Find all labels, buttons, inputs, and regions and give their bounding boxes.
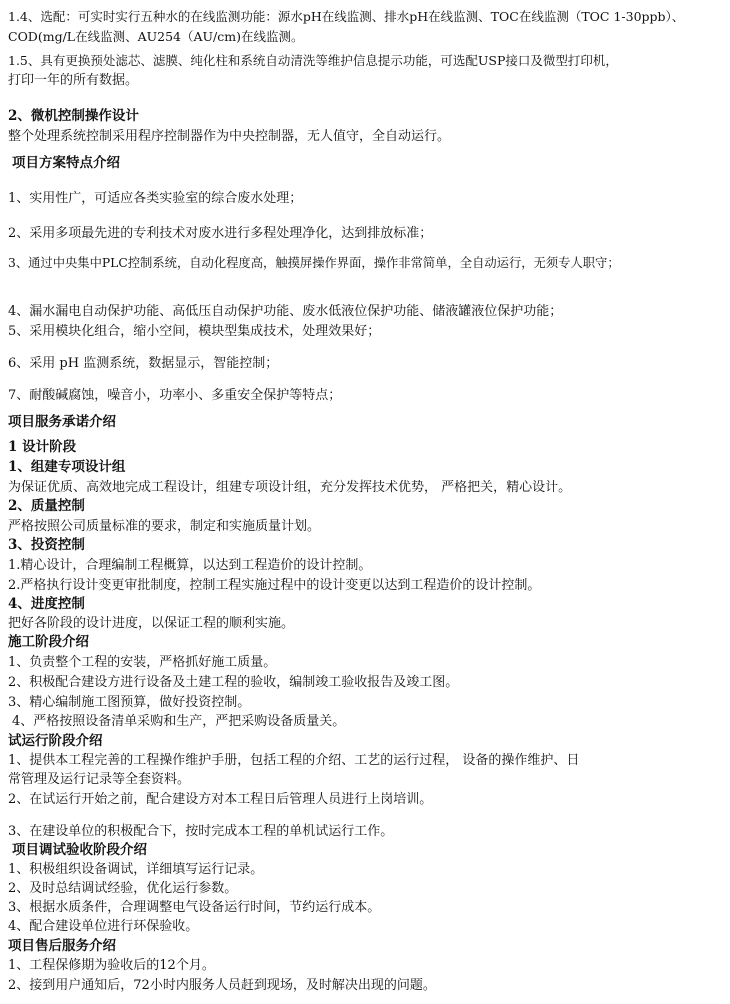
text-line: 2、及时总结调试经验，优化运行参数。 [8,881,238,896]
subsection-heading: 3、投资控制 [8,537,85,553]
text-line: 3、通过中央集中PLC控制系统，自动化程度高，触摸屏操作界面，操作非常简单，全自动运行，无须专人职守； [8,256,620,270]
text-line: 3、在建设单位的积极配合下，按时完成本工程的单机试运行工作。 [8,824,394,839]
text-line: 3、精心编制施工图预算，做好投资控制。 [8,695,251,710]
text-line: 2、接到用户通知后，72小时内服务人员赶到现场，及时解决出现的问题。 [8,978,436,993]
text-line: 7、耐酸碱腐蚀，噪音小，功率小、多重安全保护等特点； [8,388,342,403]
section-heading: 2、微机控制操作设计 [8,108,139,124]
section-heading: 试运行阶段介绍 [8,733,103,749]
text-line: 6、采用 pH 监测系统，数据显示，智能控制； [8,356,279,371]
subsection-heading: 1 设计阶段 [8,439,77,455]
text-line: 5、采用模块化组合，缩小空间，模块型集成技术，处理效果好； [8,324,381,339]
text-line: 1、实用性广，可适应各类实验室的综合废水处理； [8,191,303,206]
text-line: COD(mg/L在线监测、AU254（AU/cm)在线监测。 [8,29,304,44]
text-line: 1、积极组织设备调试，详细填写运行记录。 [8,862,264,877]
text-line: 打印一年的所有数据。 [8,73,139,88]
text-line: 3、根据水质条件，合理调整电气设备运行时间，节约运行成本。 [8,900,381,915]
text-line: 1.精心设计，合理编制工程概算，以达到工程造价的设计控制。 [8,558,372,573]
text-line: 4、严格按照设备清单采购和生产，严把采购设备质量关。 [12,714,346,729]
text-line: 2、积极配合建设方进行设备及土建工程的验收，编制竣工验收报告及竣工图。 [8,675,459,690]
text-line: 常管理及运行记录等全套资料。 [8,772,191,787]
text-line: 把好各阶段的设计进度，以保证工程的顺利实施。 [8,616,295,631]
section-heading: 项目方案特点介绍 [12,155,120,171]
text-line: 4、配合建设单位进行环保验收。 [8,919,199,934]
section-heading: 项目调试验收阶段介绍 [12,842,147,858]
text-line: 整个处理系统控制采用程序控制器作为中央控制器，无人值守，全自动运行。 [8,129,451,144]
subsection-heading: 2、质量控制 [8,498,85,514]
text-line: 4、漏水漏电自动保护功能、高低压自动保护功能、废水低液位保护功能、储液罐液位保护功能； [8,304,563,319]
section-heading: 项目售后服务介绍 [8,938,116,954]
text-line: 1.4、选配：可实时实行五种水的在线监测功能：源水pH在线监测、排水pH在线监测、TOC在线监测（TOC 1-30ppb）、 [8,9,685,24]
section-heading: 项目服务承诺介绍 [8,414,116,430]
text-line: 1、提供本工程完善的工程操作维护手册，包括工程的介绍、工艺的运行过程， 设备的操作维护、日 [8,753,580,768]
text-line: 2.严格执行设计变更审批制度，控制工程实施过程中的设计变更以达到工程造价的设计控制。 [8,578,541,593]
text-line: 2、采用多项最先进的专利技术对废水进行多程处理净化，达到排放标准； [8,226,433,241]
text-line: 1、负责整个工程的安装，严格抓好施工质量。 [8,655,277,670]
subsection-heading: 4、进度控制 [8,596,85,612]
text-line: 为保证优质、高效地完成工程设计，组建专项设计组，充分发挥技术优势， 严格把关，精心设计。 [8,480,572,495]
text-line: 严格按照公司质量标准的要求，制定和实施质量计划。 [8,519,321,534]
text-line: 1.5、具有更换预处滤芯、滤膜、纯化柱和系统自动清洗等维护信息提示功能，可选配USP接口及微型打印机， [8,53,618,68]
subsection-heading: 1、组建专项设计组 [8,459,126,475]
text-line: 2、在试运行开始之前，配合建设方对本工程日后管理人员进行上岗培训。 [8,792,433,807]
text-line: 1、工程保修期为验收后的12个月。 [8,958,215,973]
section-heading: 施工阶段介绍 [8,634,89,650]
